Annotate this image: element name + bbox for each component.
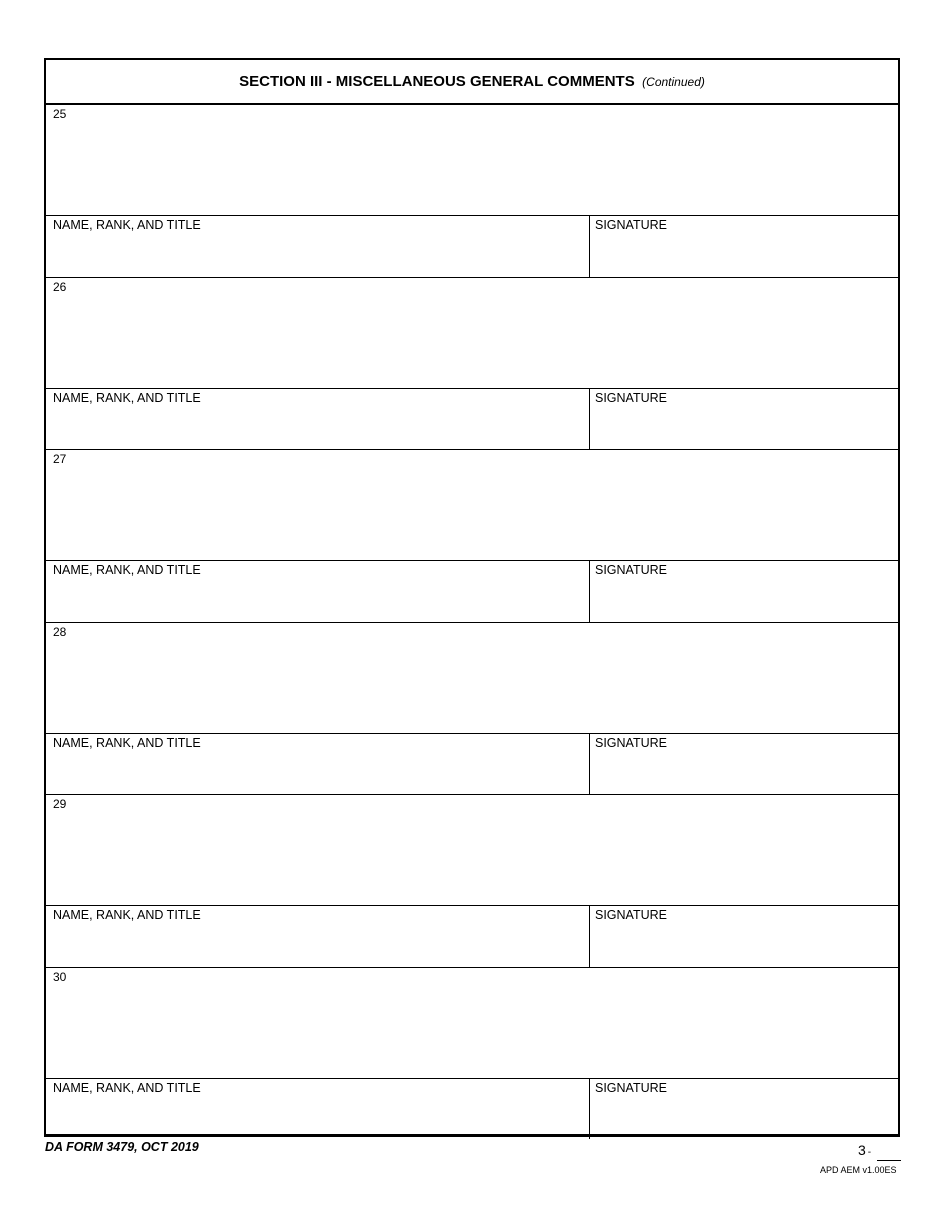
signature-field[interactable] [590, 906, 898, 967]
name-rank-title-field[interactable] [46, 1079, 590, 1140]
comment-field[interactable] [46, 968, 898, 1079]
comment-field[interactable] [46, 278, 898, 389]
page-number-dash: - [867, 1147, 872, 1158]
comment-field[interactable] [46, 795, 898, 906]
name-rank-title-field[interactable] [46, 906, 590, 967]
signature-label: SIGNATURE [595, 563, 667, 577]
signature-row [46, 216, 898, 277]
name-rank-title-label: NAME, RANK, AND TITLE [53, 735, 201, 750]
comment-entry [46, 449, 898, 622]
section-continued-note: (Continued) [642, 75, 705, 89]
signature-label: SIGNATURE [595, 735, 667, 750]
form-identifier: DA FORM 3479, OCT 2019 [45, 1140, 199, 1154]
comment-number: 26 [53, 279, 67, 294]
signature-row [46, 906, 898, 967]
comment-number: 28 [53, 624, 67, 639]
comment-number: 29 [53, 797, 67, 811]
signature-label: SIGNATURE [595, 218, 667, 232]
page-number [858, 1142, 871, 1158]
signature-field[interactable] [590, 734, 898, 795]
name-rank-title-label: NAME, RANK, AND TITLE [53, 390, 201, 405]
name-rank-title-field[interactable] [46, 389, 590, 450]
comment-field[interactable] [46, 623, 898, 734]
signature-row [46, 389, 898, 450]
signature-field[interactable] [590, 216, 898, 277]
name-rank-title-label: NAME, RANK, AND TITLE [53, 908, 201, 922]
comment-entry [46, 622, 898, 795]
comment-field[interactable] [46, 105, 898, 216]
name-rank-title-label: NAME, RANK, AND TITLE [53, 1080, 201, 1095]
signature-field[interactable] [590, 561, 898, 622]
name-rank-title-field[interactable] [46, 561, 590, 622]
signature-label: SIGNATURE [595, 390, 667, 405]
name-rank-title-field[interactable] [46, 734, 590, 795]
comment-entry [46, 794, 898, 967]
page-number-value: 3 [858, 1142, 866, 1158]
comment-number: 25 [53, 107, 67, 121]
comment-entry [46, 967, 898, 1140]
signature-label: SIGNATURE [595, 908, 667, 922]
signature-label: SIGNATURE [595, 1080, 667, 1095]
page-number-line [877, 1160, 901, 1161]
name-rank-title-field[interactable] [46, 216, 590, 277]
comment-number: 30 [53, 969, 67, 984]
signature-field[interactable] [590, 1079, 898, 1140]
version-label: APD AEM v1.00ES [820, 1165, 897, 1175]
section-header [46, 60, 898, 105]
section-title: SECTION III - MISCELLANEOUS GENERAL COMMENTS [239, 73, 635, 90]
comment-field[interactable] [46, 450, 898, 561]
comment-entry [46, 105, 898, 277]
signature-row [46, 1079, 898, 1140]
name-rank-title-label: NAME, RANK, AND TITLE [53, 563, 201, 577]
name-rank-title-label: NAME, RANK, AND TITLE [53, 218, 201, 232]
signature-field[interactable] [590, 389, 898, 450]
form-frame [44, 58, 900, 1137]
signature-row [46, 734, 898, 795]
signature-row [46, 561, 898, 622]
comment-number: 27 [53, 452, 67, 466]
comment-entry [46, 277, 898, 450]
